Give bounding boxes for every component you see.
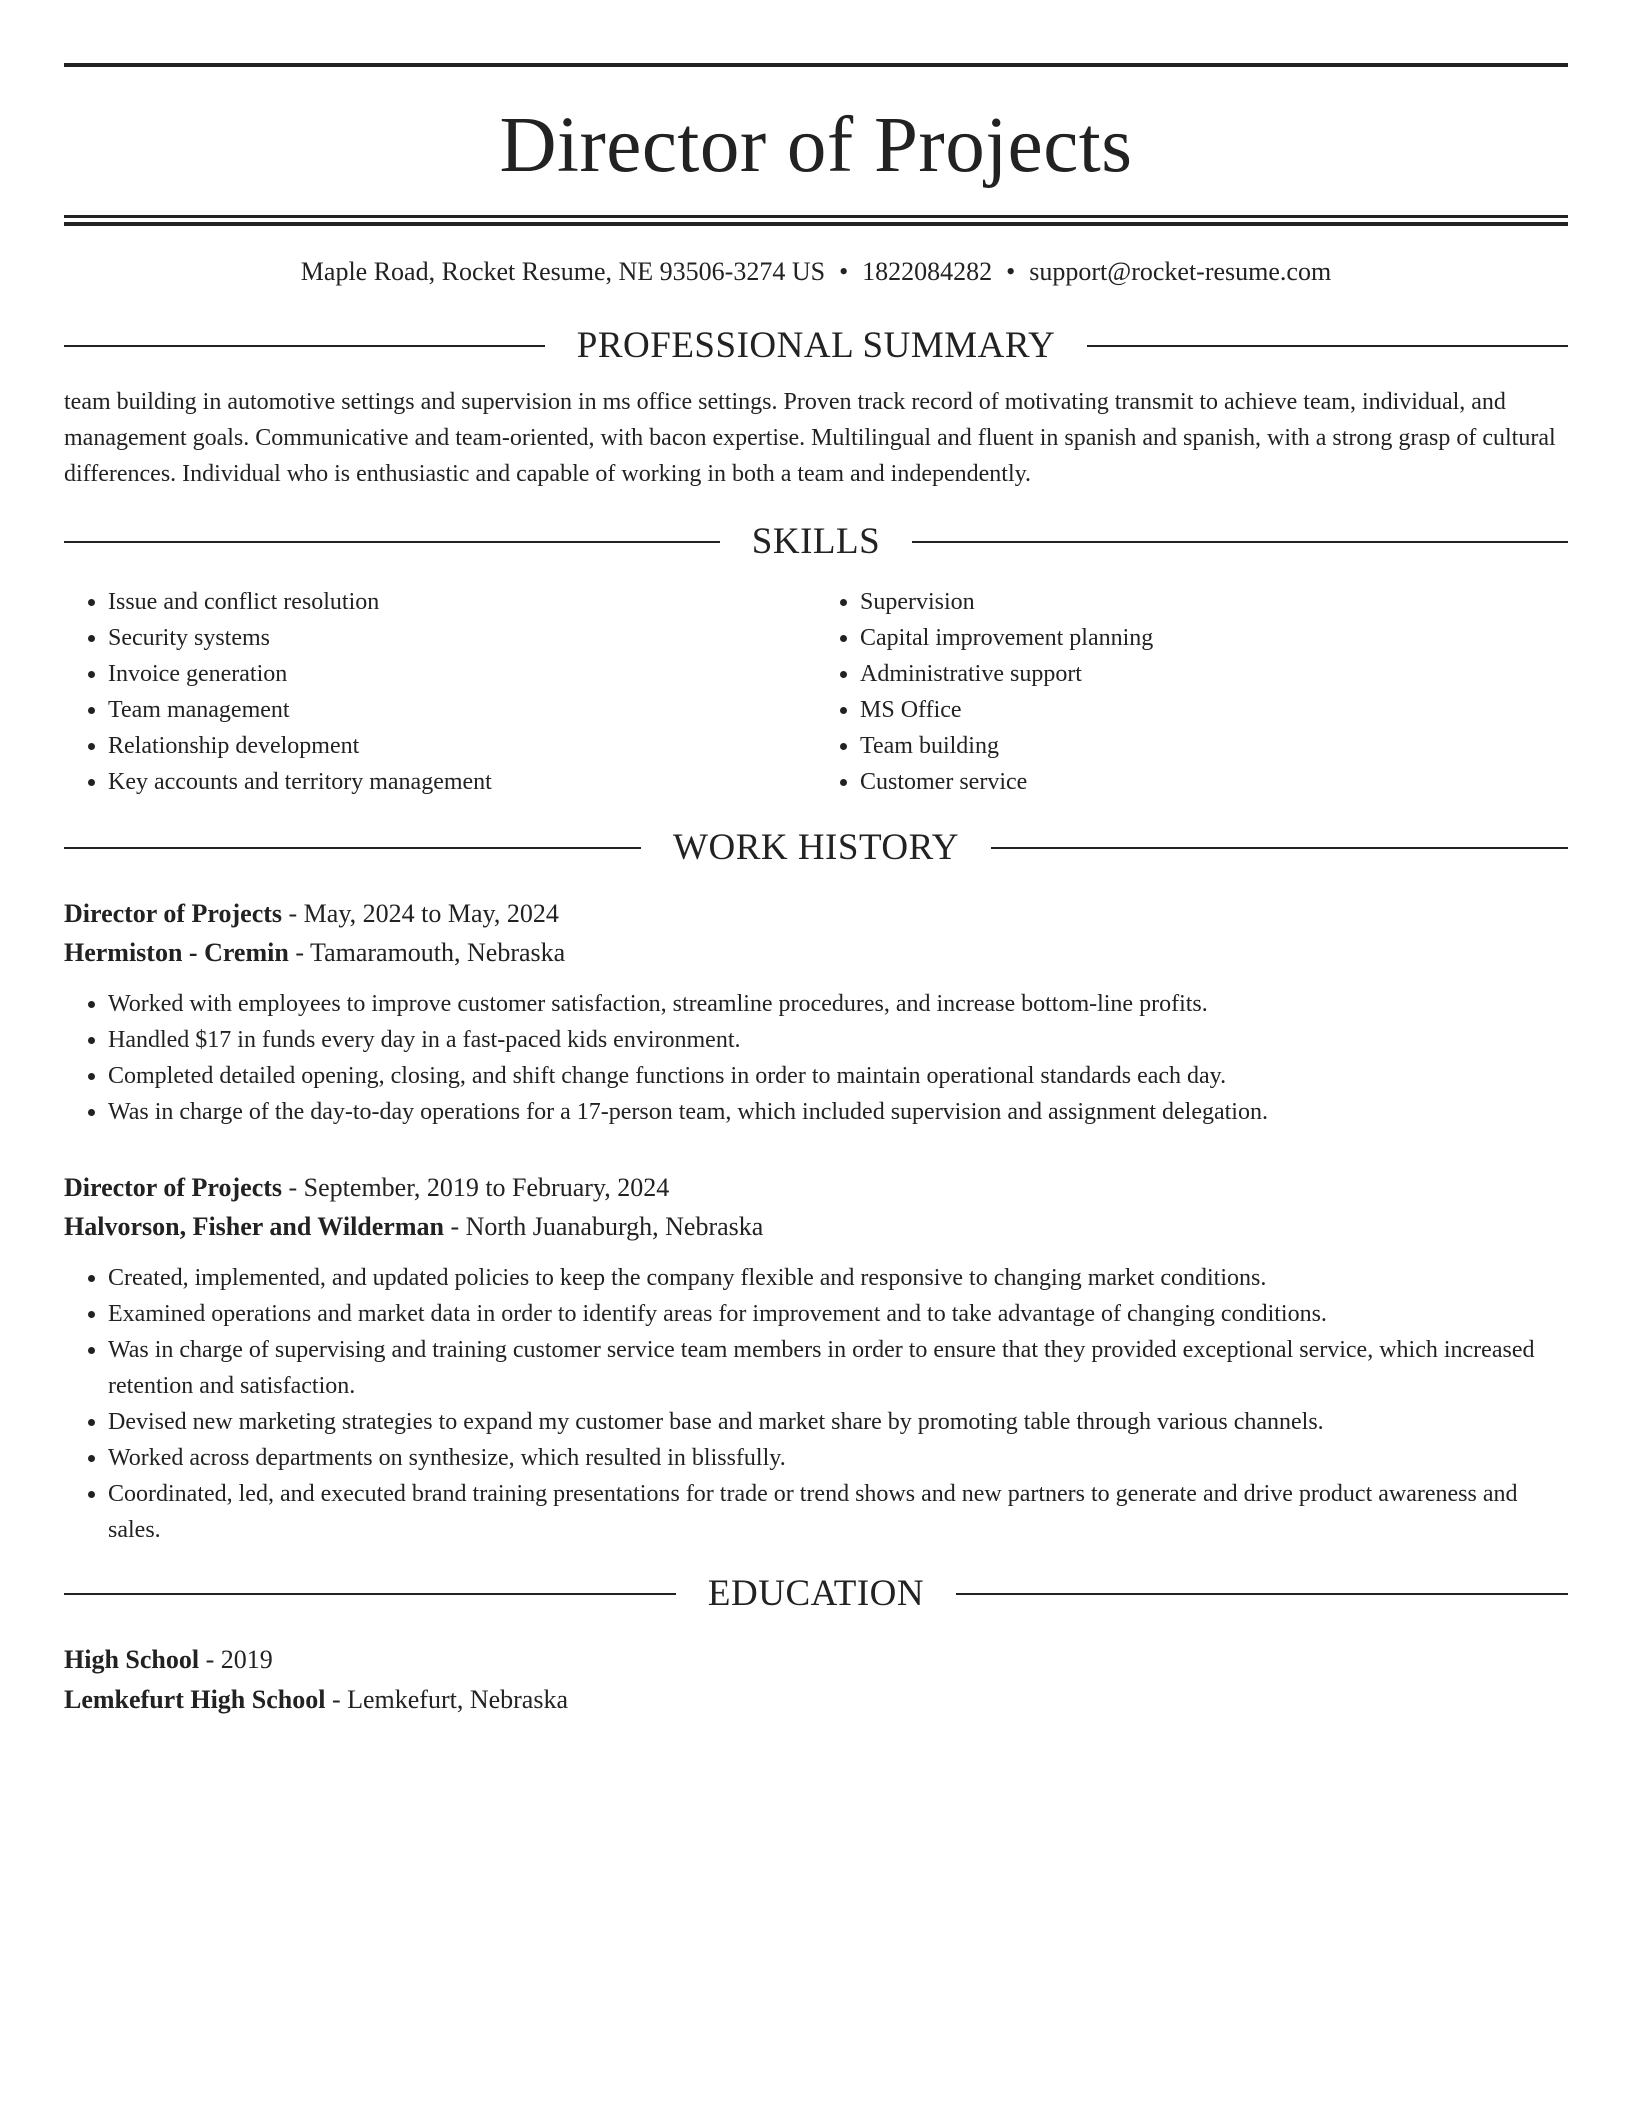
top-rule bbox=[64, 63, 1568, 67]
education-section-header bbox=[64, 1572, 1568, 1616]
job-bullet: • Coordinated, led, and executed brand training presentations for trade or trend shows and new partners to generate and drive product awareness and sales. bbox=[108, 1476, 1568, 1548]
work-entry bbox=[64, 1168, 1568, 1548]
education-degree: High School bbox=[64, 1645, 200, 1674]
section-rule bbox=[1087, 345, 1568, 347]
job-bullet: • Created, implemented, and updated policies to keep the company flexible and responsive to changing market conditions. bbox=[108, 1260, 1568, 1296]
job-company: Halvorson, Fisher and Wilderman bbox=[64, 1212, 444, 1241]
skill-item: • Issue and conflict resolution bbox=[108, 584, 816, 620]
job-bullets bbox=[64, 1260, 1568, 1548]
section-rule bbox=[991, 847, 1568, 849]
skill-item: • Relationship development bbox=[108, 728, 816, 764]
job-bullet: • Devised new marketing strategies to expand my customer base and market share by promoting table through various channels. bbox=[108, 1404, 1568, 1440]
job-location: - Tamaramouth, Nebraska bbox=[288, 938, 566, 967]
job-location: - North Juanaburgh, Nebraska bbox=[443, 1212, 764, 1241]
contact-address: Maple Road, Rocket Resume, NE 93506-3274 US bbox=[300, 257, 826, 286]
section-rule bbox=[912, 541, 1568, 543]
job-bullet: • Was in charge of supervising and training customer service team members in order to ensure that they provided exceptional service, which increased retention and satisfaction. bbox=[108, 1332, 1568, 1404]
job-title-line bbox=[64, 894, 1568, 933]
education-degree-line bbox=[64, 1640, 1568, 1680]
skill-item: • Administrative support bbox=[860, 656, 1568, 692]
skill-item: • Key accounts and territory management bbox=[108, 764, 816, 800]
education-year: - 2019 bbox=[199, 1645, 273, 1674]
job-company-line bbox=[64, 933, 1568, 972]
skills-column-right bbox=[816, 584, 1568, 800]
contact-email: support@rocket-resume.com bbox=[1029, 257, 1332, 286]
section-rule bbox=[64, 541, 720, 543]
job-dates: - September, 2019 to February, 2024 bbox=[282, 1173, 670, 1202]
contact-line bbox=[64, 256, 1568, 288]
summary-section-header bbox=[64, 324, 1568, 368]
job-bullet: • Handled $17 in funds every day in a fast-paced kids environment. bbox=[108, 1022, 1568, 1058]
section-rule bbox=[64, 1593, 676, 1595]
skill-item: • Invoice generation bbox=[108, 656, 816, 692]
section-rule bbox=[64, 847, 641, 849]
job-company: Hermiston - Cremin bbox=[64, 938, 289, 967]
skill-item: • Customer service bbox=[860, 764, 1568, 800]
skill-item: • Team management bbox=[108, 692, 816, 728]
job-title: Director of Projects bbox=[64, 1173, 283, 1202]
section-rule bbox=[64, 345, 545, 347]
skills-column-left bbox=[64, 584, 816, 800]
job-bullet: • Worked across departments on synthesize, which resulted in blissfully. bbox=[108, 1440, 1568, 1476]
skill-item: • Supervision bbox=[860, 584, 1568, 620]
skill-item: • Security systems bbox=[108, 620, 816, 656]
job-dates: - May, 2024 to May, 2024 bbox=[282, 899, 559, 928]
skill-item: • Capital improvement planning bbox=[860, 620, 1568, 656]
work-entry bbox=[64, 894, 1568, 1130]
skills-section-header bbox=[64, 520, 1568, 564]
job-company-line bbox=[64, 1207, 1568, 1246]
job-bullet: • Completed detailed opening, closing, and shift change functions in order to maintain operational standards each day. bbox=[108, 1058, 1568, 1094]
job-title: Director of Projects bbox=[64, 899, 283, 928]
contact-phone: 1822084282 bbox=[862, 257, 993, 286]
education-section-title: EDUCATION bbox=[707, 1573, 925, 1614]
skill-item: • Team building bbox=[860, 728, 1568, 764]
skill-item: • MS Office bbox=[860, 692, 1568, 728]
section-rule bbox=[956, 1593, 1568, 1595]
education-location: - Lemkefurt, Nebraska bbox=[325, 1685, 569, 1714]
work-section-title: WORK HISTORY bbox=[673, 827, 959, 868]
job-bullet: • Was in charge of the day-to-day operations for a 17-person team, which included supervision and assignment delegation. bbox=[108, 1094, 1568, 1130]
job-bullets bbox=[64, 986, 1568, 1130]
skills-section-title: SKILLS bbox=[751, 521, 881, 562]
education-school: Lemkefurt High School bbox=[64, 1685, 326, 1714]
contact-separator: • bbox=[839, 257, 849, 286]
summary-text: team building in automotive settings and supervision in ms office settings. Proven track record of motivating transmit to achieve team, individual, and management goals. Communicative and team-oriented, with bacon expertise. Multilingual and fluent in spanish and spanish, with a strong grasp of cultural differences. Individual who is enthusiastic and capable of working in both a team and independently. bbox=[64, 389, 1556, 487]
education-school-line bbox=[64, 1680, 1568, 1720]
summary-section-title: PROFESSIONAL SUMMARY bbox=[576, 325, 1056, 366]
education-entry bbox=[64, 1640, 1568, 1720]
job-bullet: • Examined operations and market data in order to identify areas for improvement and to take advantage of changing conditions. bbox=[108, 1296, 1568, 1332]
job-bullet: • Worked with employees to improve customer satisfaction, streamline procedures, and increase bottom-line profits. bbox=[108, 986, 1568, 1022]
title-double-rule bbox=[64, 215, 1568, 226]
job-title-line bbox=[64, 1168, 1568, 1207]
resume-title: Director of Projects bbox=[499, 102, 1133, 189]
skills-list bbox=[64, 584, 1568, 800]
contact-separator: • bbox=[1006, 257, 1016, 286]
work-section-header bbox=[64, 826, 1568, 870]
